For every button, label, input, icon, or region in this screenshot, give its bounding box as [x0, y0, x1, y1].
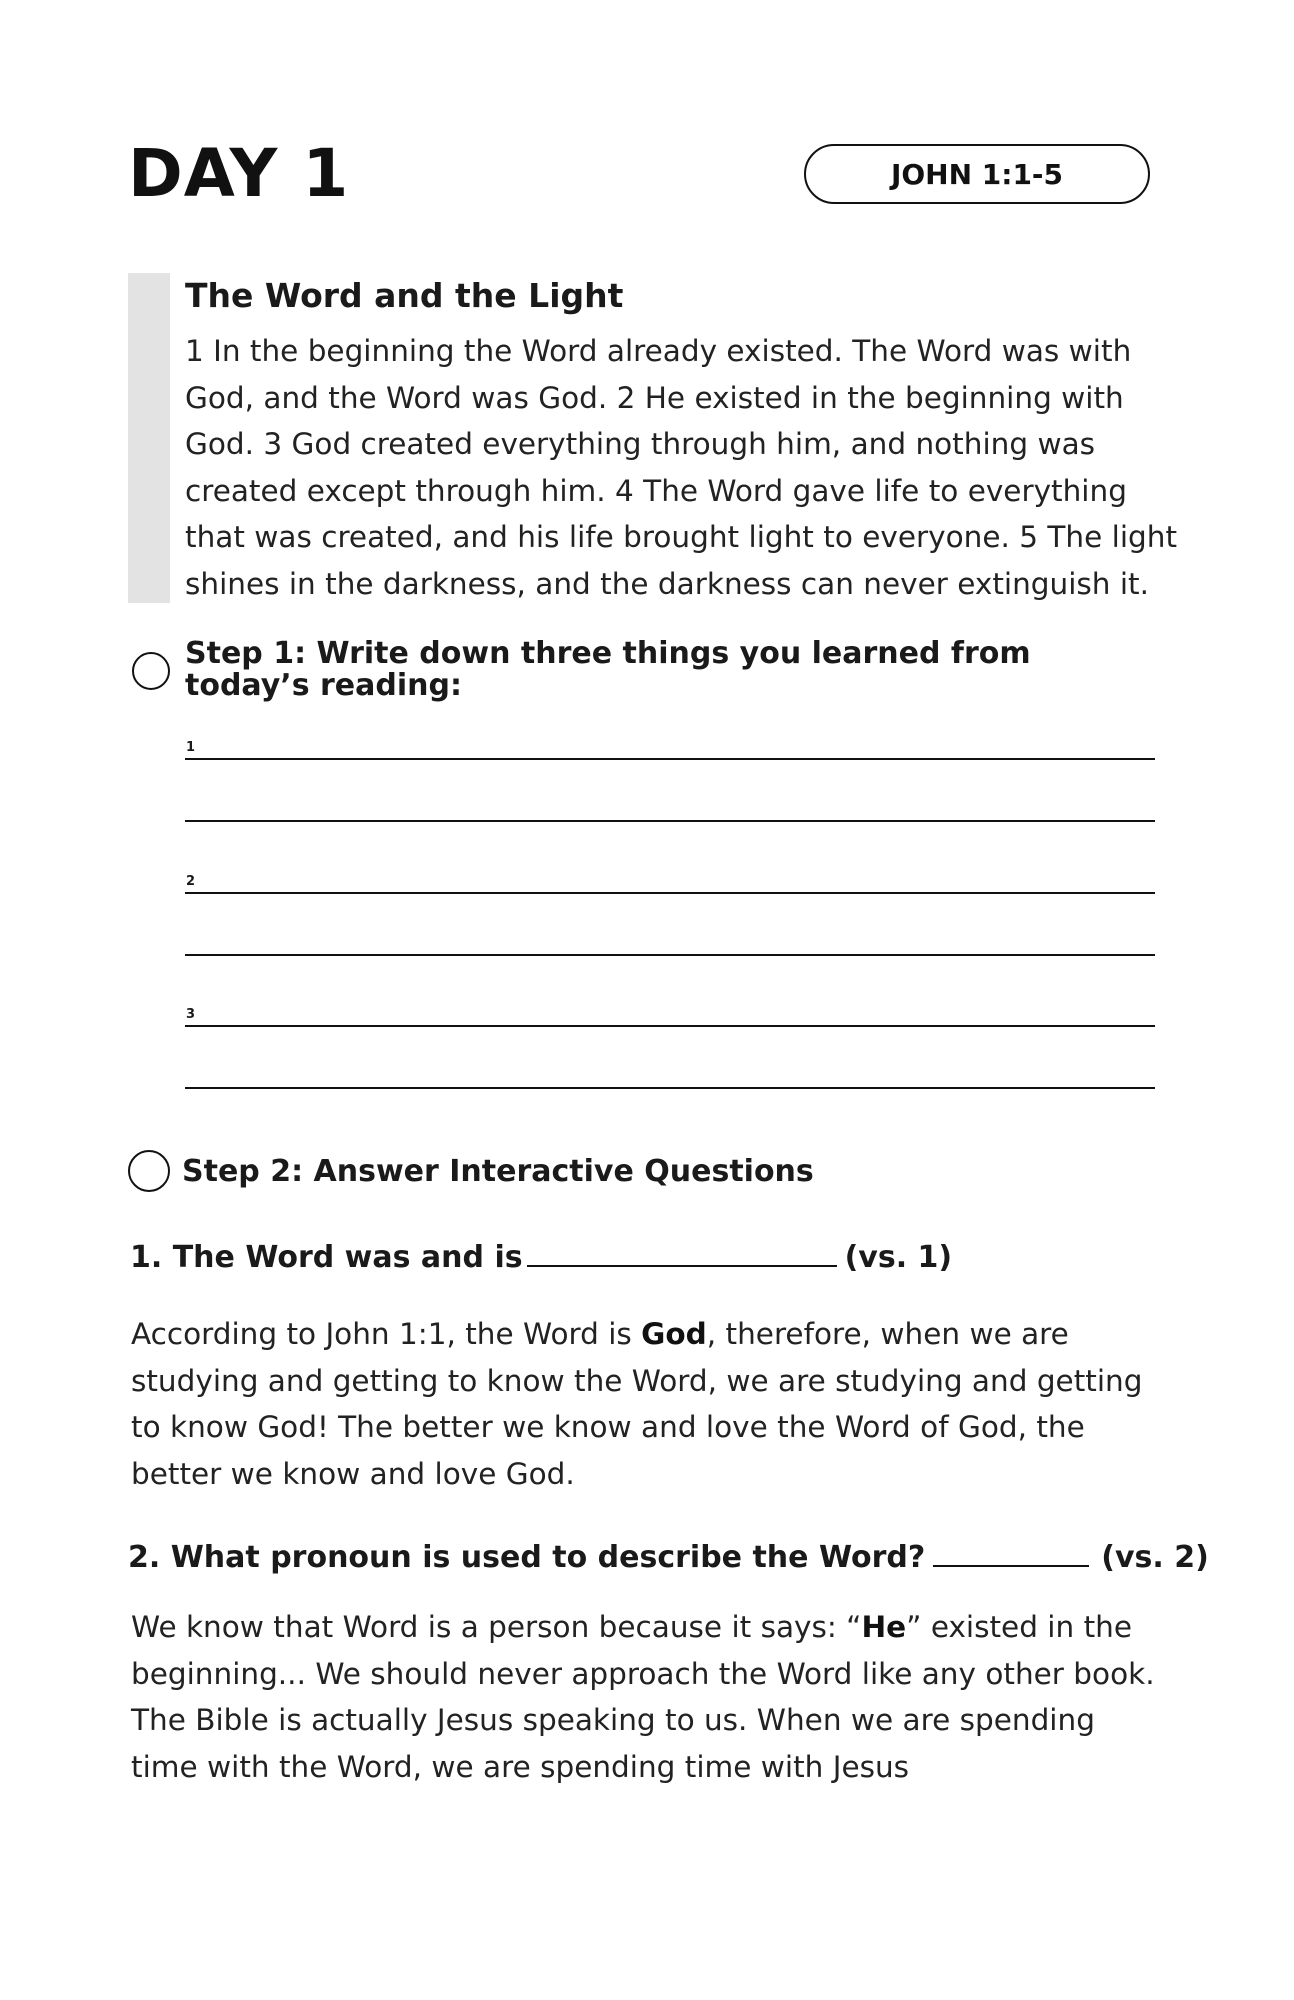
scripture-reference-label: JOHN 1:1-5: [890, 157, 1064, 191]
passage-title: The Word and the Light: [185, 276, 624, 315]
question-2-explanation: [131, 1604, 1161, 1790]
answer-line-3b[interactable]: [185, 1087, 1155, 1089]
explanation-1-text-b: , therefore, when we are studying and getting to know the Word, we are studying and getting to know God! The better we know and love the Word of God, the better we know and love God.: [131, 1317, 1143, 1491]
line-number-2: 2: [186, 874, 196, 889]
day-title: DAY 1: [128, 135, 350, 212]
question-1-explanation: [131, 1311, 1161, 1497]
question-1-prefix: 1. The Word was and is: [130, 1240, 523, 1275]
explanation-2-bold: He: [861, 1610, 907, 1644]
explanation-2-text-b: ” existed in the beginning... We should never approach the Word like any other book. The Bible is actually Jesus speaking to us. When we are spending time with the Word, we are spending time with Jesus: [131, 1610, 1155, 1784]
step2-checkbox[interactable]: [128, 1150, 170, 1192]
step2-heading: Step 2: Answer Interactive Questions: [182, 1154, 814, 1189]
answer-line-3a[interactable]: [185, 1025, 1155, 1027]
passage-text: 1 In the beginning the Word already existed. The Word was with God, and the Word was God. 2 He existed in the beginning with God. 3 God created everything through him, and nothing was created except through him. 4 The Word gave life to everything that was created, and his life brought light to everyone. 5 The light shines in the darkness, and the darkness can never extinguish it.: [185, 334, 1178, 601]
question-1-blank[interactable]: [527, 1264, 837, 1267]
answer-line-1b[interactable]: [185, 820, 1155, 822]
step1-heading: Step 1: Write down three things you learned from today’s reading:: [185, 636, 1031, 703]
explanation-1-bold: God: [641, 1317, 707, 1351]
answer-line-2a[interactable]: [185, 892, 1155, 894]
question-2: [128, 1538, 1209, 1578]
question-1-verse: (vs. 1): [844, 1240, 953, 1275]
line-number-3: 3: [186, 1007, 196, 1022]
step1-checkbox[interactable]: [132, 652, 170, 690]
question-2-blank[interactable]: [933, 1564, 1089, 1567]
question-1: [130, 1238, 952, 1278]
scripture-reference-badge: [804, 144, 1150, 204]
question-2-prefix: 2. What pronoun is used to describe the Word?: [128, 1540, 926, 1575]
answer-line-2b[interactable]: [185, 954, 1155, 956]
question-2-verse: (vs. 2): [1101, 1540, 1209, 1575]
explanation-1-text-a: According to John 1:1, the Word is: [131, 1317, 642, 1351]
line-number-1: 1: [186, 740, 196, 755]
explanation-2-text-a: We know that Word is a person because it says: “: [131, 1610, 862, 1644]
answer-line-1a[interactable]: [185, 758, 1155, 760]
quote-bar: [128, 273, 170, 603]
